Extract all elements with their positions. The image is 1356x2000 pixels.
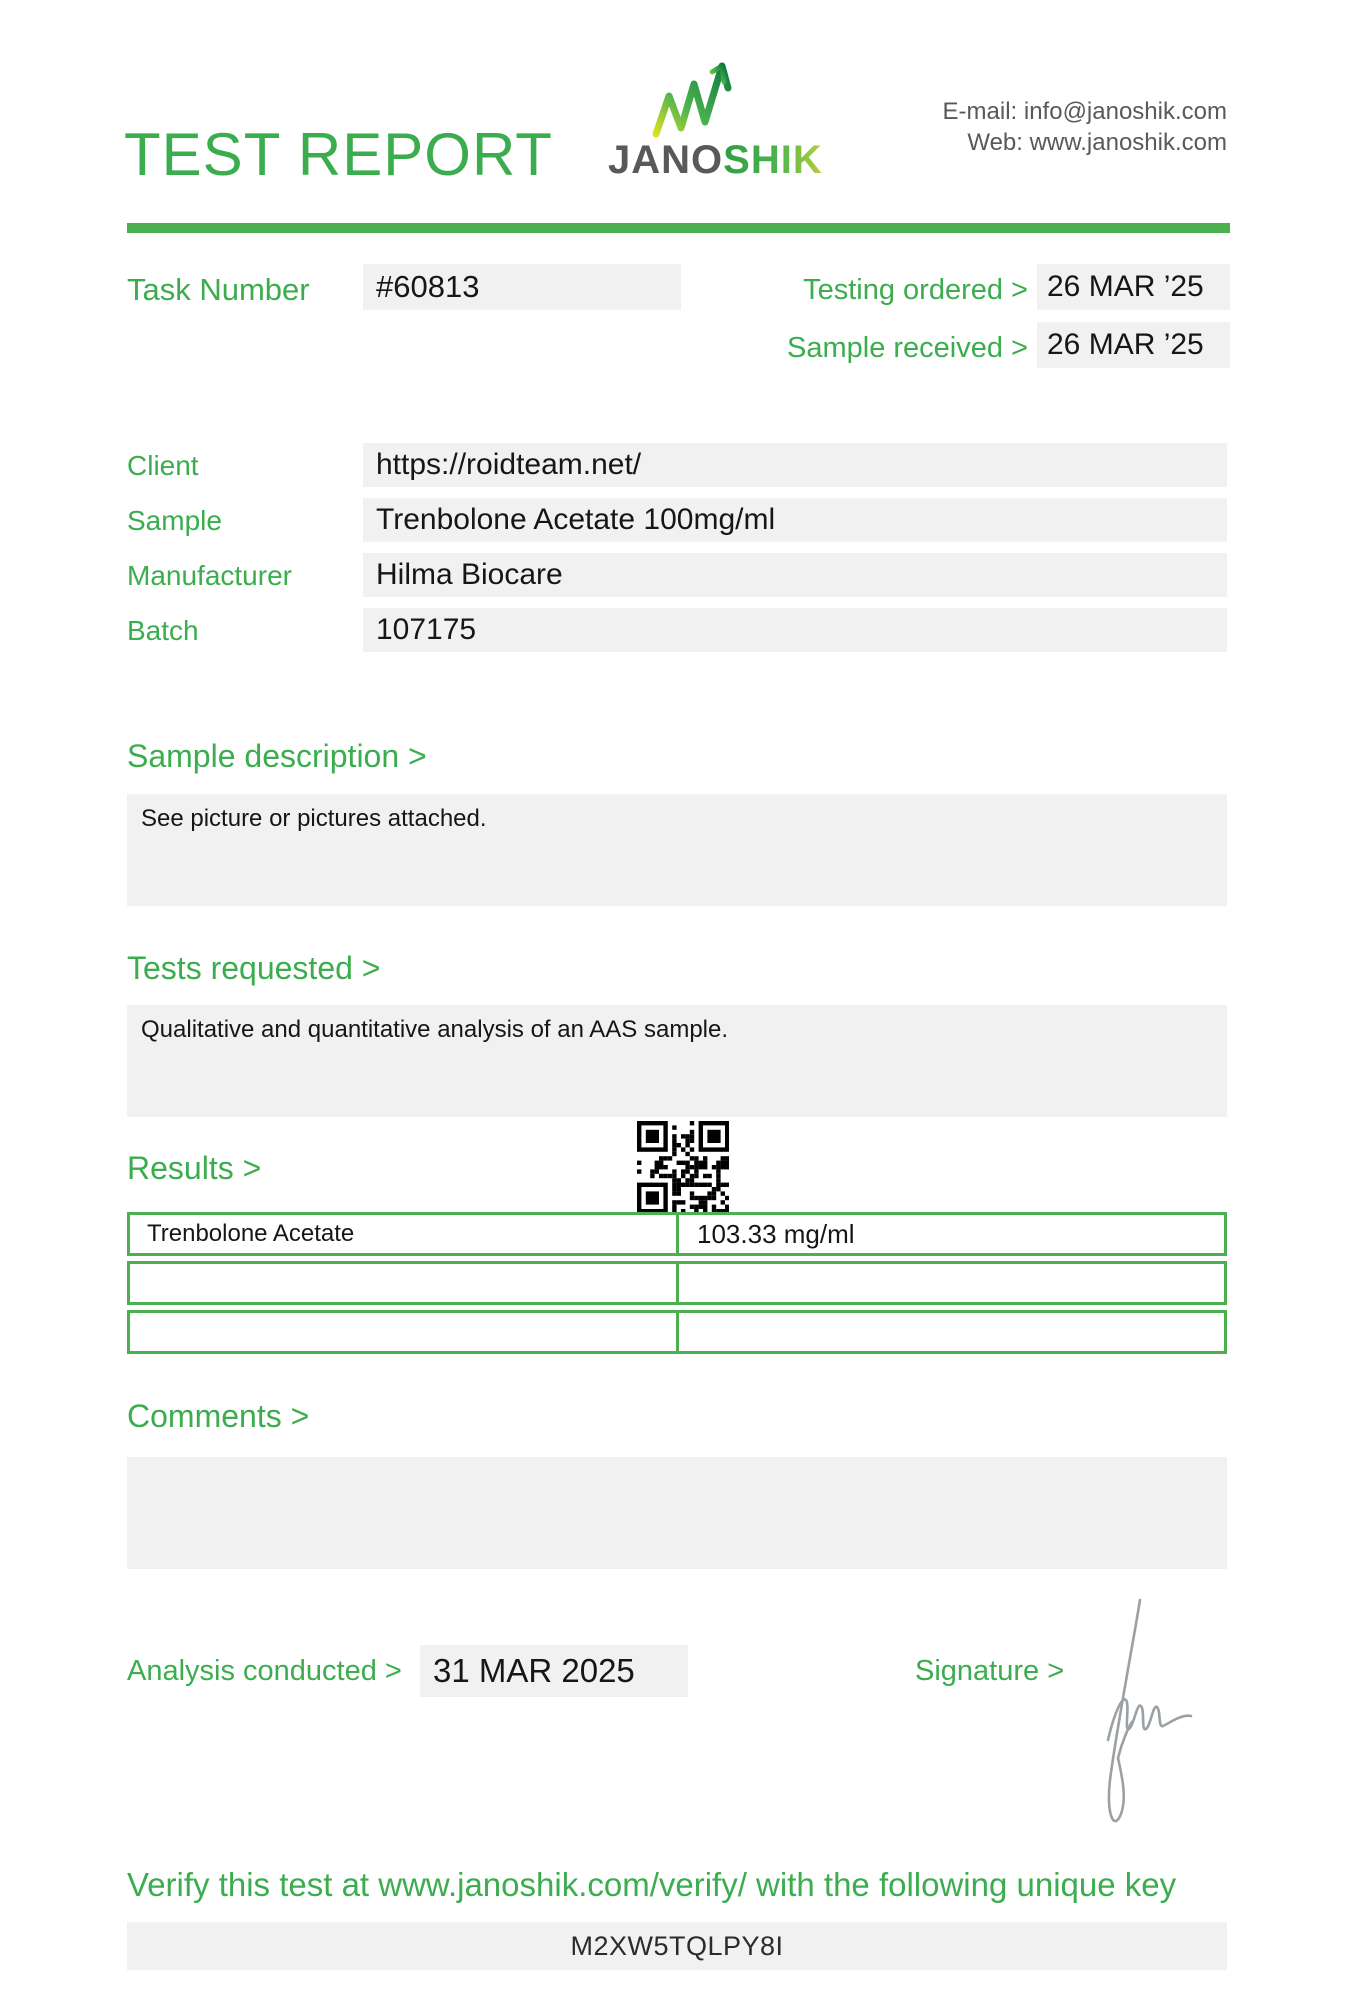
result-row-2 — [127, 1261, 1227, 1305]
analysis-date-value: 31 MAR 2025 — [420, 1645, 688, 1697]
brand-wordmark-secondary: SHIK — [723, 138, 823, 182]
tests-requested-heading: Tests requested > — [127, 950, 381, 986]
task-number-value: #60813 — [363, 264, 681, 310]
result-value-3 — [679, 1313, 1224, 1351]
field-label-client: Client — [127, 450, 199, 481]
sample-description-box: See picture or pictures attached. — [127, 794, 1227, 906]
comments-heading: Comments > — [127, 1398, 310, 1434]
result-row-1 — [127, 1212, 1227, 1256]
field-label-manufacturer: Manufacturer — [127, 560, 292, 591]
task-number-label: Task Number — [127, 272, 310, 307]
signature-image — [1088, 1592, 1208, 1847]
sample-description-heading: Sample description > — [127, 738, 427, 774]
result-analyte-1: Trenbolone Acetate — [130, 1215, 679, 1253]
testing-ordered-label: Testing ordered > — [803, 274, 1028, 306]
result-row-3 — [127, 1310, 1227, 1354]
contact-web: Web: www.janoshik.com — [967, 129, 1227, 156]
result-value-2 — [679, 1264, 1224, 1302]
header-rule — [127, 223, 1230, 233]
verify-instruction: Verify this test at www.janoshik.com/verify/ with the following unique key — [127, 1866, 1177, 1903]
result-analyte-3 — [130, 1313, 679, 1351]
tests-requested-box: Qualitative and quantitative analysis of an AAS sample. — [127, 1005, 1227, 1117]
field-value-manufacturer: Hilma Biocare — [363, 553, 1227, 597]
contact-block — [943, 96, 1227, 158]
brand-wordmark-primary: JANO — [608, 138, 724, 182]
field-value-client: https://roidteam.net/ — [363, 443, 1227, 487]
contact-email: E-mail: info@janoshik.com — [942, 98, 1227, 125]
sample-received-label: Sample received > — [787, 332, 1028, 364]
page-title: TEST REPORT — [124, 121, 553, 188]
qr-code — [637, 1121, 729, 1220]
results-heading: Results > — [127, 1150, 262, 1186]
chart-logo-icon — [642, 58, 754, 145]
field-label-batch: Batch — [127, 615, 199, 646]
unique-key-value: M2XW5TQLPY8I — [127, 1922, 1227, 1970]
signature-label: Signature > — [915, 1655, 1065, 1687]
testing-ordered-value: 26 MAR ’25 — [1037, 264, 1230, 310]
comments-box — [127, 1457, 1227, 1569]
field-label-sample: Sample — [127, 505, 222, 536]
sample-received-value: 26 MAR ’25 — [1037, 322, 1230, 368]
result-analyte-2 — [130, 1264, 679, 1302]
field-value-sample: Trenbolone Acetate 100mg/ml — [363, 498, 1227, 542]
brand-wordmark — [608, 138, 823, 183]
result-value-1: 103.33 mg/ml — [697, 1218, 855, 1249]
analysis-conducted-label: Analysis conducted > — [127, 1655, 402, 1687]
field-value-batch: 107175 — [363, 608, 1227, 652]
